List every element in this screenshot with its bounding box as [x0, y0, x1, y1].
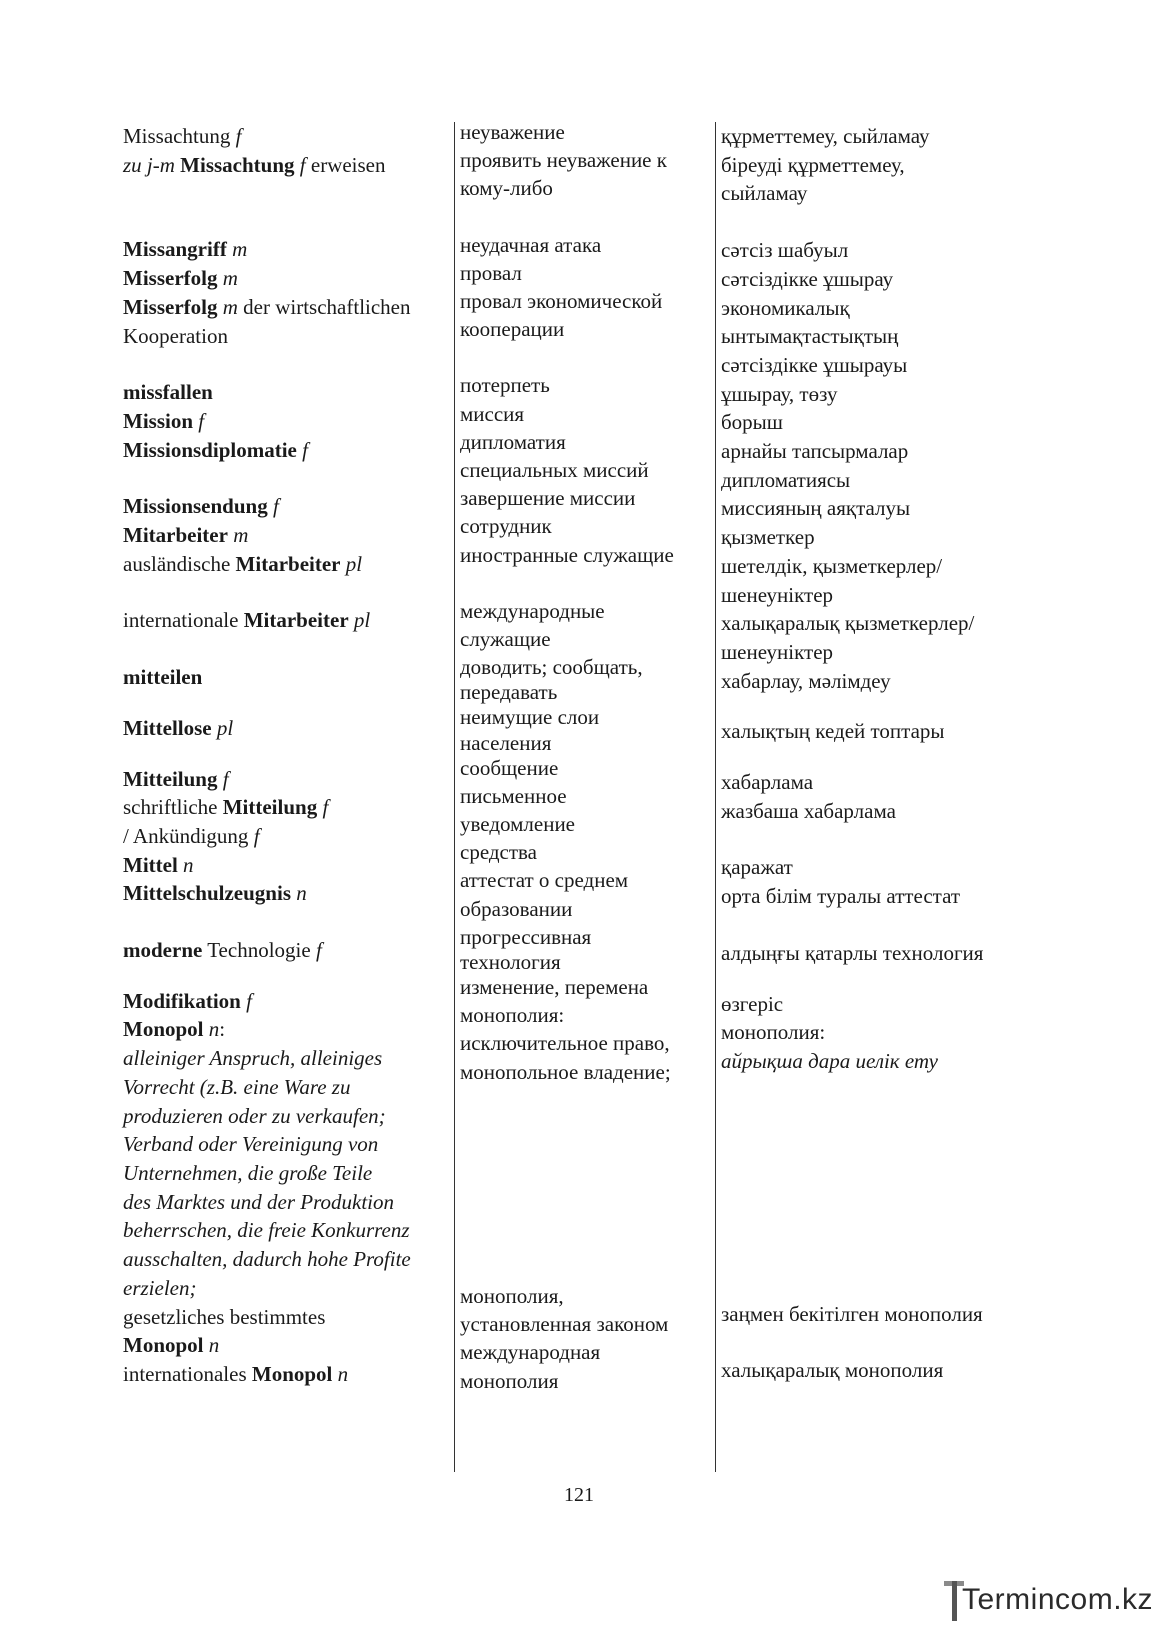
definition-line: Vorrecht (z.B. eine Ware zu	[123, 1074, 351, 1099]
translation-line: неимущие слои	[460, 705, 600, 730]
russian-column	[460, 118, 710, 1395]
translation-line: өзгеріс	[721, 991, 784, 1016]
translation-line: средства	[460, 840, 538, 865]
translation-line: неудачная атака	[460, 232, 602, 257]
definition-line: produzieren oder zu verkaufen;	[123, 1103, 386, 1128]
entry-line: schriftliche Mitteilung f	[123, 795, 329, 820]
translation-line: шенеуніктер	[721, 582, 834, 607]
entry-line: Missachtung f	[123, 124, 242, 148]
translation-line: экономикалық	[721, 295, 850, 320]
translation-line: монопольное владение;	[460, 1059, 671, 1084]
translation-line: международные	[460, 598, 605, 623]
translation-line: доводить; сообщать,	[460, 655, 643, 680]
entry-line: Kooperation	[123, 323, 228, 348]
entry-line: Mitteilung f	[123, 766, 229, 791]
translation-line: қызметкер	[721, 525, 815, 550]
entry-line: Missionsendung f	[123, 494, 279, 519]
definition-line: des Marktes und der Produktion	[123, 1189, 395, 1214]
translation-line: халықаралық қызметкерлер/	[721, 611, 975, 636]
entry-line: internationale Mitarbeiter pl	[123, 608, 371, 633]
translation-line: сәтсіздікке ұшырауы	[721, 352, 908, 377]
translation-line: монополия	[460, 1368, 559, 1393]
entry-line: / Ankündigung f	[123, 823, 260, 848]
translation-line: дипломатия	[460, 429, 566, 454]
definition-line: ausschalten, dadurch hohe Profite	[123, 1247, 411, 1272]
definition-line: alleiniger Anspruch, alleiniges	[123, 1046, 383, 1071]
translation-line: населения	[460, 730, 552, 755]
translation-line: неуважение	[460, 120, 565, 144]
translation-line: алдыңғы қатарлы технология	[721, 940, 984, 965]
german-column	[123, 122, 453, 1389]
translation-line: қаражат	[721, 855, 793, 880]
translation-line: шетелдік, қызметкерлер/	[721, 553, 943, 578]
translation-line: дипломатиясы	[721, 467, 851, 492]
entry-line: missfallen	[123, 380, 213, 405]
entry-line: Mittelschulzeugnis n	[123, 881, 307, 906]
termincom-logo[interactable]	[944, 1577, 1154, 1627]
column-divider-left	[454, 122, 455, 1472]
entry-line: Mittellose pl	[123, 715, 234, 740]
kazakh-column	[721, 122, 1141, 1385]
translation-line: халықаралық монополия	[721, 1358, 944, 1383]
translation-line: исключительное право,	[460, 1031, 670, 1056]
entry-line: Missionsdiplomatie f	[123, 437, 308, 462]
translation-line: специальных миссий	[460, 458, 649, 483]
translation-line: аттестат о среднем	[460, 868, 629, 893]
entry-line: gesetzliches bestimmtes	[123, 1304, 326, 1329]
translation-line: изменение, перемена	[460, 975, 649, 1000]
entry-line: Monopol n	[123, 1333, 220, 1358]
translation-line: арнайы тапсырмалар	[721, 439, 909, 464]
entry-line: zu j-m Missachtung f erweisen	[123, 152, 386, 177]
entry-line: Misserfolg m	[123, 266, 238, 291]
entry-line: Monopol n:	[123, 1017, 226, 1042]
translation-line: технология	[460, 950, 561, 975]
logo-text: Termincom.kz	[962, 1583, 1154, 1616]
translation-line: завершение миссии	[460, 486, 636, 511]
translation-line: шенеуніктер	[721, 639, 834, 664]
logo-mark-icon	[944, 1581, 964, 1623]
definition-line: erzielen;	[123, 1275, 197, 1300]
entry-line: Mission f	[123, 408, 205, 433]
definition-line: Verband oder Vereinigung von	[123, 1132, 379, 1157]
page-number: 121	[564, 1484, 594, 1506]
translation-line: международная	[460, 1340, 601, 1365]
translation-line: проявить неуважение к	[460, 148, 667, 173]
translation-line: сәтсіз шабуыл	[721, 238, 849, 263]
definition-line: Unternehmen, die große Teile	[123, 1160, 373, 1185]
entry-line: Mitarbeiter m	[123, 523, 249, 548]
translation-line: провал экономической	[460, 289, 663, 314]
translation-line: құрметтемеу, сыйламау	[721, 124, 930, 148]
translation-line: кооперации	[460, 317, 565, 342]
translation-line: хабарлама	[721, 770, 814, 795]
translation-line: халықтың кедей топтары	[721, 719, 945, 744]
translation-line: монополия,	[460, 1283, 564, 1308]
translation-line: біреуді құрметтемеу,	[721, 152, 905, 177]
translation-line: сообщение	[460, 755, 559, 780]
translation-line: миссия	[460, 401, 525, 426]
translation-line: орта білім туралы аттестат	[721, 884, 961, 909]
translation-line: борыш	[721, 410, 783, 435]
translation-line: сыйламау	[721, 181, 808, 206]
translation-line: письменное	[460, 783, 567, 808]
entry-line: Mittel n	[123, 852, 194, 877]
translation-line: уведомление	[460, 812, 576, 837]
translation-line: установленная законом	[460, 1312, 669, 1337]
entry-line: mitteilen	[123, 665, 203, 690]
translation-line: иностранные служащие	[460, 542, 674, 567]
entry-line: Modifikation f	[123, 988, 252, 1013]
column-divider-right	[715, 122, 716, 1472]
entry-line: moderne Technologie f	[123, 938, 322, 963]
translation-line: сотрудник	[460, 514, 552, 539]
translation-line: айрықша дара иелік ету	[721, 1048, 938, 1073]
translation-line: передавать	[460, 680, 558, 705]
entry-line: ausländische Mitarbeiter pl	[123, 551, 363, 576]
translation-line: ынтымақтастықтың	[721, 324, 899, 349]
translation-line: монополия:	[721, 1020, 826, 1045]
translation-line: провал	[460, 260, 522, 285]
translation-line: заңмен бекітілген монополия	[721, 1301, 983, 1326]
translation-line: служащие	[460, 627, 551, 652]
translation-line: жазбаша хабарлама	[721, 798, 896, 823]
translation-line: ұшырау, төзу	[721, 381, 838, 406]
entry-line: Misserfolg m der wirtschaftlichen	[123, 294, 411, 319]
translation-line: кому-либо	[460, 176, 553, 201]
translation-line: прогрессивная	[460, 924, 592, 949]
translation-line: миссияның аяқталуы	[721, 496, 911, 521]
translation-line: потерпеть	[460, 373, 550, 398]
translation-line: монополия:	[460, 1003, 565, 1028]
translation-line: хабарлау, мәлімдеу	[721, 668, 891, 693]
entry-line: Missangriff m	[123, 237, 248, 262]
definition-line: beherrschen, die freie Konkurrenz	[123, 1218, 410, 1243]
translation-line: образовании	[460, 896, 573, 921]
translation-line: сәтсіздікке ұшырау	[721, 266, 894, 291]
entry-line: internationales Monopol n	[123, 1361, 349, 1386]
